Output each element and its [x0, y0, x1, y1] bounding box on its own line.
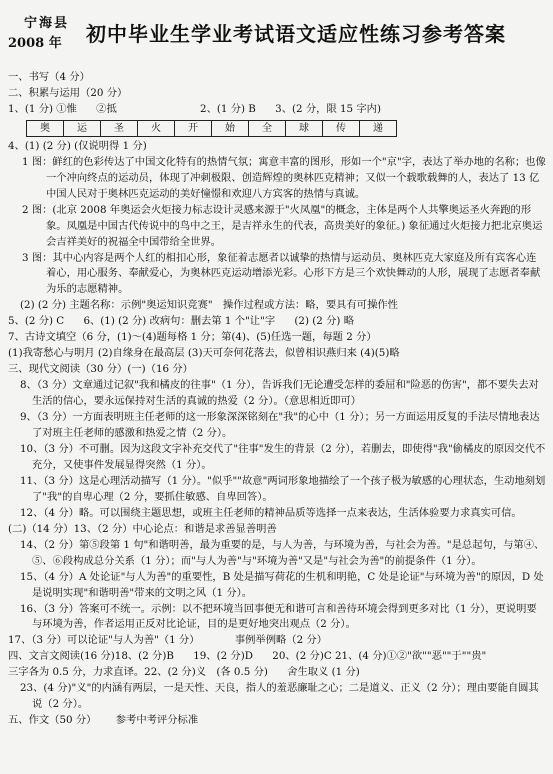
answer-q4-image2: 2 图：(北京 2008 年奥运会火炬接力标志设计灵感来源于"火凤凰"的概念，主体是两个人共擎奥运圣火奔跑的形象。凤凰是中国古代传说中的鸟中之王，是吉祥永生的代表，高贵美好的象征。) 象征通过火炬接力把北京奥运会吉祥美好的祝福全中国带给全世界。: [22, 203, 543, 248]
answer-q7-list: (1)我寄愁心与明月 (2)自缘身在最高层 (3)天可奈何花落去，似曾相识燕归来 (4)(5)略: [8, 347, 400, 360]
document-header: [8, 6, 548, 58]
section-4-heading: 四、文言文阅读(16 分)18、(2 分)B 19、(2 分)D 20、(2 分)C 21、(4 分)①②"欲""恶""于""贵": [8, 650, 487, 663]
answer-q13: (二)（14 分）13、（2 分）中心论点：和谐是求善显善明善: [8, 522, 277, 535]
answer-q5-6: 5、(2 分) C 6、(1) (2 分) 改病句：删去第 1 个"让"字 (2) (2 分) 略: [8, 315, 354, 328]
answer-q1-3: 1、(1 分) ①惟 ②抵 2、(1 分) B 3、(2 分，限 15 字内): [8, 102, 381, 115]
grid-cell: 传: [323, 121, 360, 136]
answer-q23: 23、(4 分)"义"的内涵有两层，一是天性、天良，指人的羞恶廉耻之心；二是道义、正义（2 分）；理由要能自圆其说（2 分）。: [20, 682, 539, 711]
answer-q8: 8、（3 分）文章通过记叙"我和橘皮的往事"（1 分），告诉我们无论遭受怎样的委屈和"险恶的伤害"，都不要失去对生活的信心，要永远保持对生活的真诚的热爱（2 分）。（意思相近即可）: [20, 379, 539, 408]
answer-grid: [8, 118, 546, 139]
grid-cell: 运: [64, 121, 101, 136]
answer-q16: 16、（3 分）答案可不统一。示例：以不把环境当回事便无和谐可言和善待环境会得到更多对比（1 分），更说明要与环境为善，作者运用正反对比论证，目的是更好地突出观点（2 分）。: [20, 602, 537, 631]
answer-q4: 4、(1) (2 分) (仅说明得 1 分): [8, 139, 147, 152]
grid-cell: 递: [373, 122, 383, 134]
grid-cell: 球: [286, 121, 323, 136]
answer-q4-image1: 1 图：鲜红的色彩传达了中国文化特有的热情气氛；寓意丰富的图形，形如一个"京"字，表达了举办地的名称；也像一个冲向终点的运动员，体现了冲刺极限、创造辉煌的奥林匹克精神；又似一个载歌载舞的人，表达了 13 亿中国人民对于奥林匹克运动的美好憧憬和欢迎八方宾客的热情与真诚。: [22, 155, 546, 200]
answer-q9: 9、（3 分）一方面表明班主任老师的这一形象深深铭刻在"我"的心中（1 分）；另一方面运用反复的手法尽情地表达了对班主任老师的感激和热爱之情（2 分）。: [20, 411, 540, 440]
answer-q15: 15、（4 分）A 处论证"与人为善"的重要性，B 处是描写荷花的生机和明艳，C 处是论证"与环境为善"的原因，D 处是说明实现"和谐明善"带来的文明之风（1 分）。: [20, 570, 544, 599]
grid-cell: 始: [212, 121, 249, 136]
county-label: 宁海县: [24, 16, 70, 31]
document-title: 初中毕业生学业考试语文适应性练习参考答案: [86, 22, 506, 46]
answer-body: [8, 70, 546, 729]
section-3-heading: 三、现代文阅读（30 分）(一)（16 分）: [8, 363, 193, 376]
year-label: 2008 年: [8, 36, 62, 51]
grid-cell: 开: [175, 121, 212, 136]
answer-q12: 12、（4 分）略。可以围绕主题思想，或班主任老师的精神品质等选择一点来表达，生活体验要力求真实可信。: [20, 506, 522, 519]
section-1-heading: 一、书写（4 分）: [8, 71, 90, 83]
grid-cell: 全: [249, 121, 286, 136]
answer-q7: 7、古诗文填空（6 分，(1)～(4)题每格 1 分；第(4)、(5)任选一题，每题 2 分）: [8, 331, 377, 344]
grid-cell: 圣: [101, 121, 138, 136]
answer-q4-image3: 3 图：其中心内容是两个人红的相扣心形，象征着志愿者以诚挚的热情与运动员、奥林匹克大家庭及所有宾客心连着心，用心服务、奉献爱心，为奥林匹克运动增添光彩。心形下方是三个欢快舞动的人形，展现了志愿者奉献为乐的志愿精神。: [22, 251, 541, 296]
grid-cell: 火: [138, 121, 175, 136]
answer-q4-part2: (2) (2 分) 主题名称：示例"奥运知识竞赛" 操作过程或方法：略，要具有可操作性: [20, 299, 398, 312]
grid-cell: 奥: [27, 121, 64, 136]
answer-q10: 10、（3 分）不可删。因为这段文字补充交代了"往事"发生的背景（2 分），若删去，即使得"我"偷橘皮的原因交代不充分，又使事件发展显得突然（1 分）。: [20, 442, 546, 471]
answer-q22: 三字各为 0.5 分，力求直译。22、(2 分)义 (各 0.5 分) 舍生取义 (1 分): [8, 666, 360, 679]
answer-grid-boxes: [26, 120, 397, 137]
section-5-heading: 五、作文（50 分） 参考中考评分标准: [8, 714, 199, 727]
answer-q11: 11、（3 分）这是心理活动描写（1 分）。"似乎""故意"两词形象地描绘了一个孩子极为敏感的心理状态，生动地刻划了"我"的自卑心理（2 分，要抓住敏感、自卑回答）。: [20, 474, 546, 503]
answer-q14: 14、（2 分）第⑤段第 1 句"和谐明善，最为重要的是，与人为善，与环境为善，与社会为善。"是总起句，与第④、⑤、⑥段构成总分关系（1 分）；而"与人为善"与"环境为善"又是"与社会为善"的前提条件（1 分）。: [20, 538, 545, 567]
section-2-heading: 二、积累与运用（20 分）: [8, 86, 128, 99]
answer-q17: 17、（3 分）可以论证"与人为善"（1 分） 事例举例略（2 分）: [8, 634, 328, 647]
